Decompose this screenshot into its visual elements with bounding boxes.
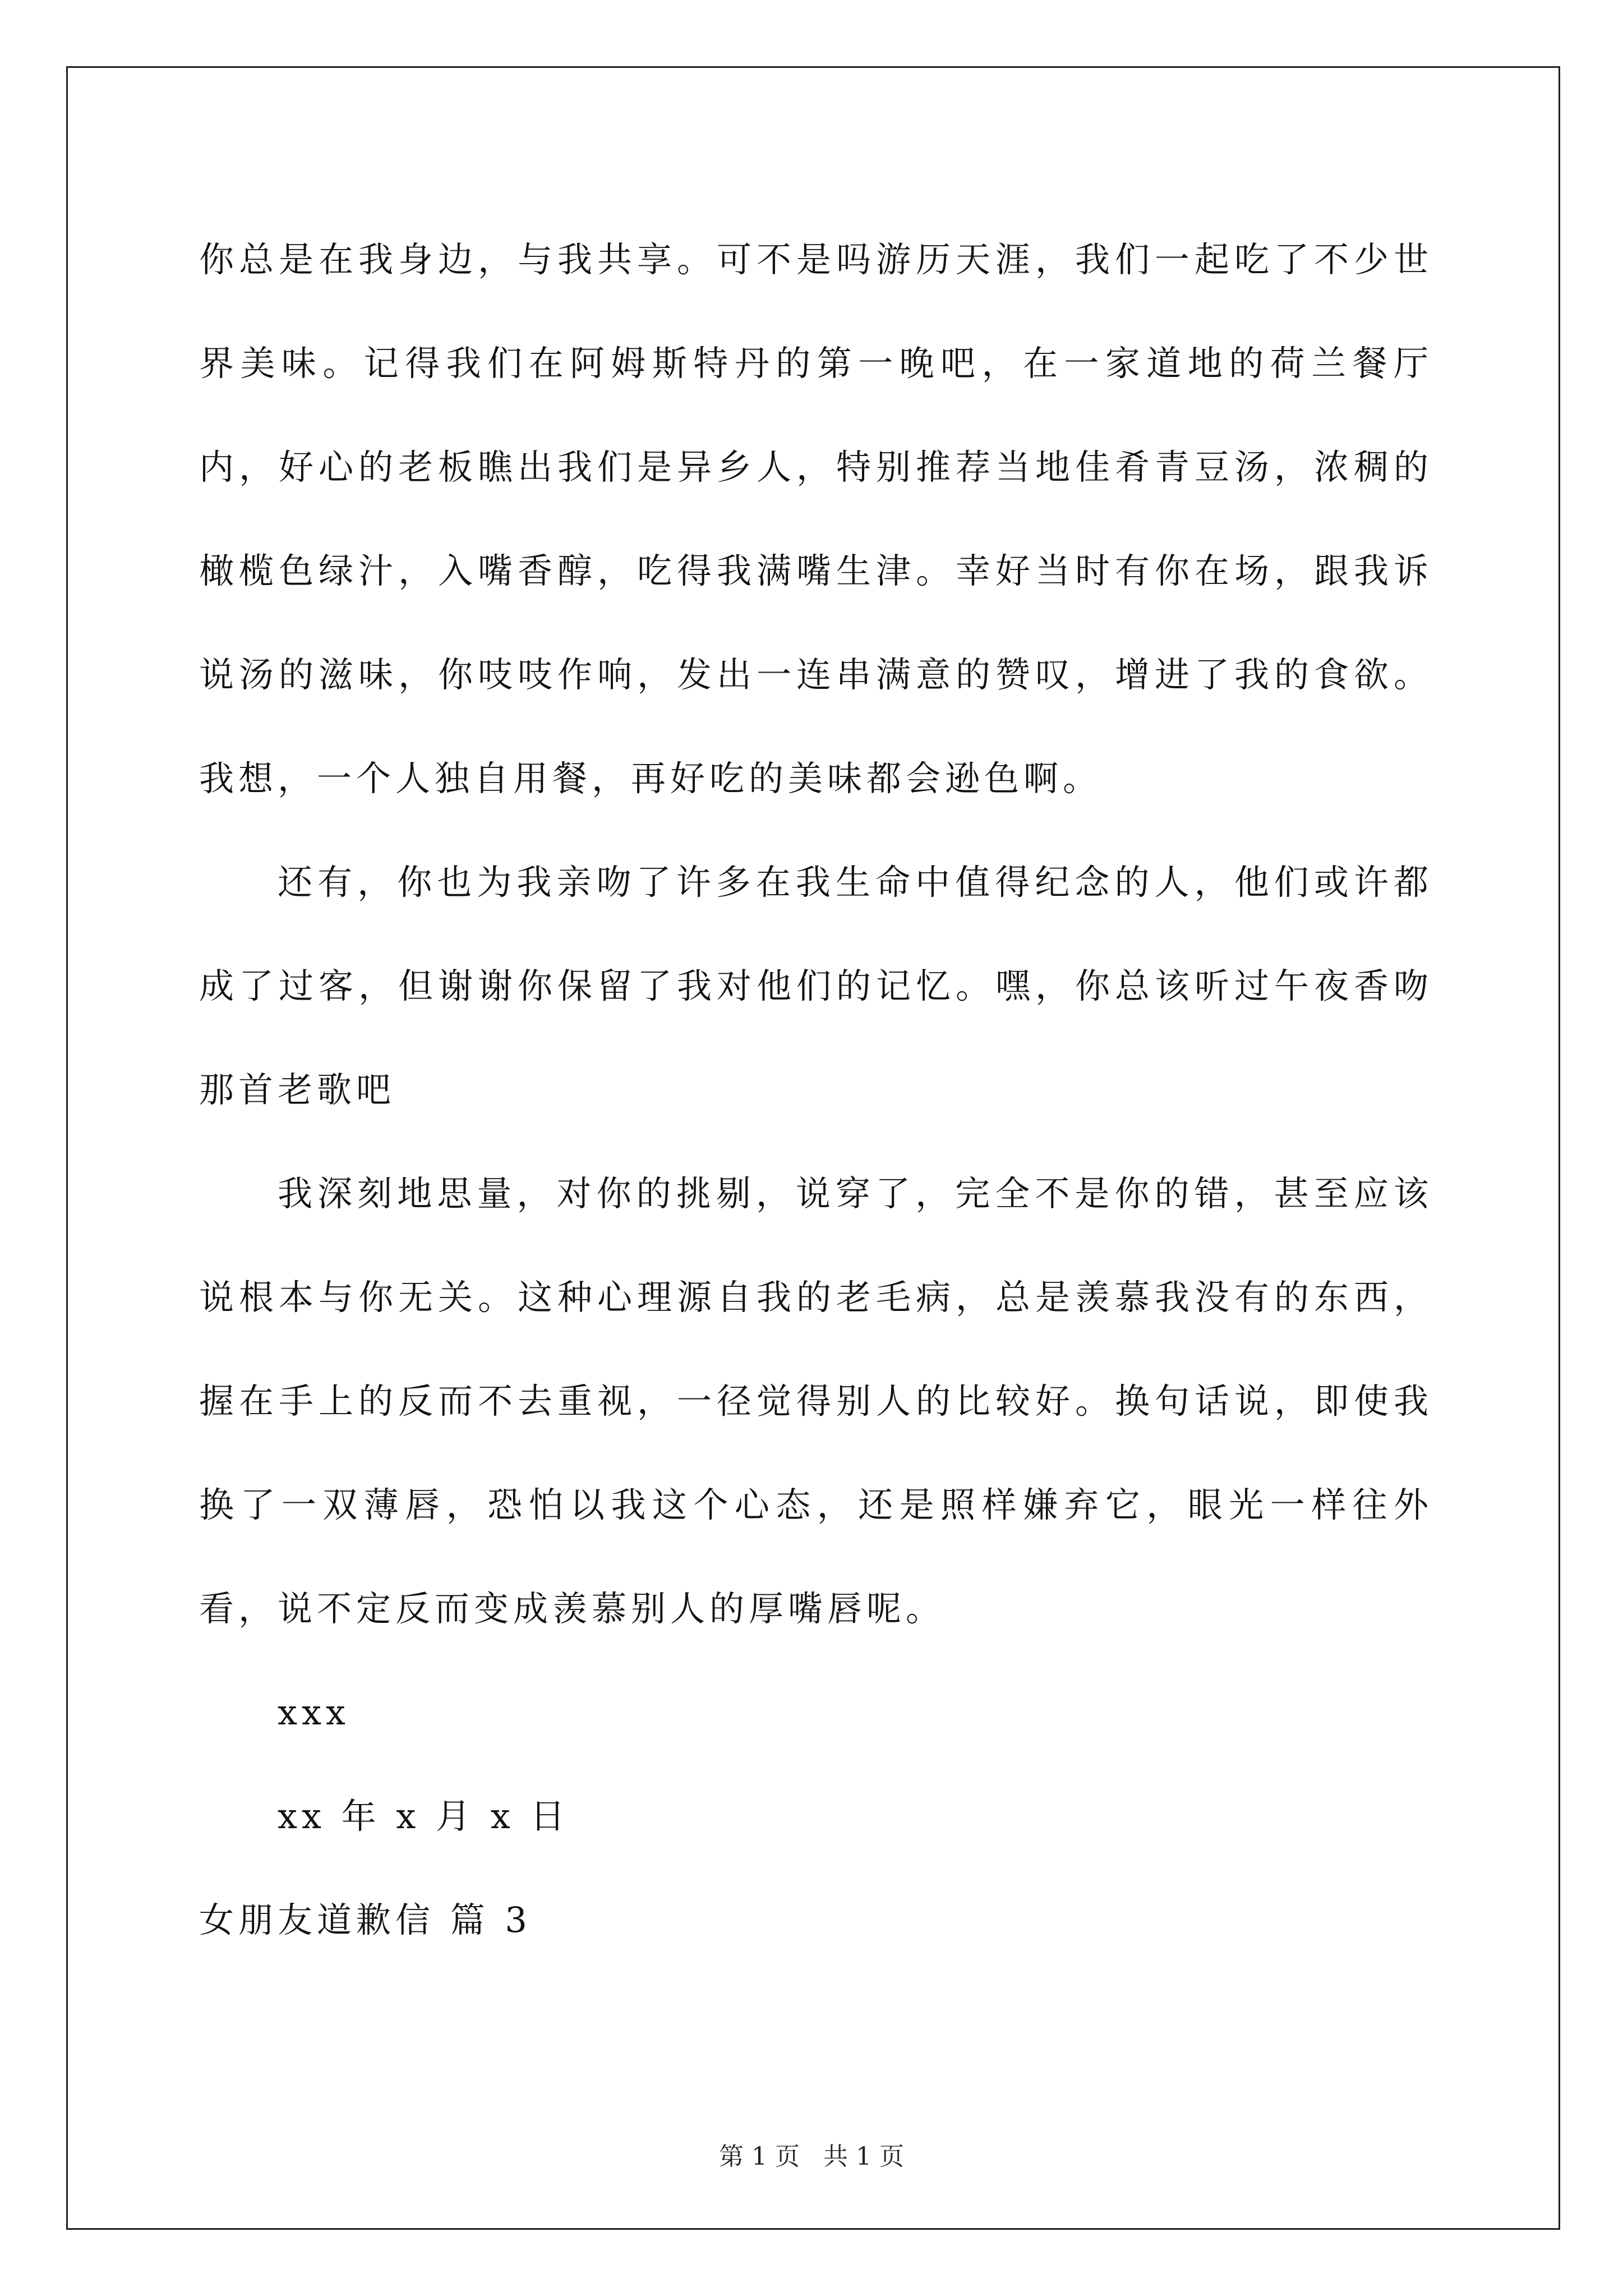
paragraph: 我深刻地思量，对你的挑剔，说穿了，完全不是你的错，甚至应该说根本与你无关。这种心理源自我的老毛病，总是羡慕我没有的东西，握在手上的反而不去重视，一径觉得别人的比较好。换句话说，即使我换了一双薄唇，恐怕以我这个心态，还是照样嫌弃它，眼光一样往外看，说不定反而变成羡慕别人的厚嘴唇呢。 [199,1173,1433,1629]
document-body [199,208,1433,1972]
section-heading: 女朋友道歉信 篇 3 [199,1899,532,1940]
paragraph: 你总是在我身边，与我共享。可不是吗游历天涯，我们一起吃了不少世界美味。记得我们在阿姆斯特丹的第一晚吧，在一家道地的荷兰餐厅内，好心的老板瞧出我们是异乡人，特别推荐当地佳肴青豆汤，浓稠的橄榄色绿汁，入嘴香醇，吃得我满嘴生津。幸好当时有你在场，跟我诉说汤的滋味，你吱吱作响，发出一连串满意的赞叹，增进了我的食欲。我想，一个人独自用餐，再好吃的美味都会逊色啊。 [199,239,1433,799]
signature: xxx [278,1692,350,1733]
page-counter: 第 1 页 共 1 页 [719,2142,904,2171]
paragraph: 还有，你也为我亲吻了许多在我生命中值得纪念的人，他们或许都成了过客，但谢谢你保留了我对他们的记忆。嘿，你总该听过午夜香吻那首老歌吧 [199,862,1433,1110]
letter-date: xx 年 x 月 x 日 [278,1796,570,1837]
